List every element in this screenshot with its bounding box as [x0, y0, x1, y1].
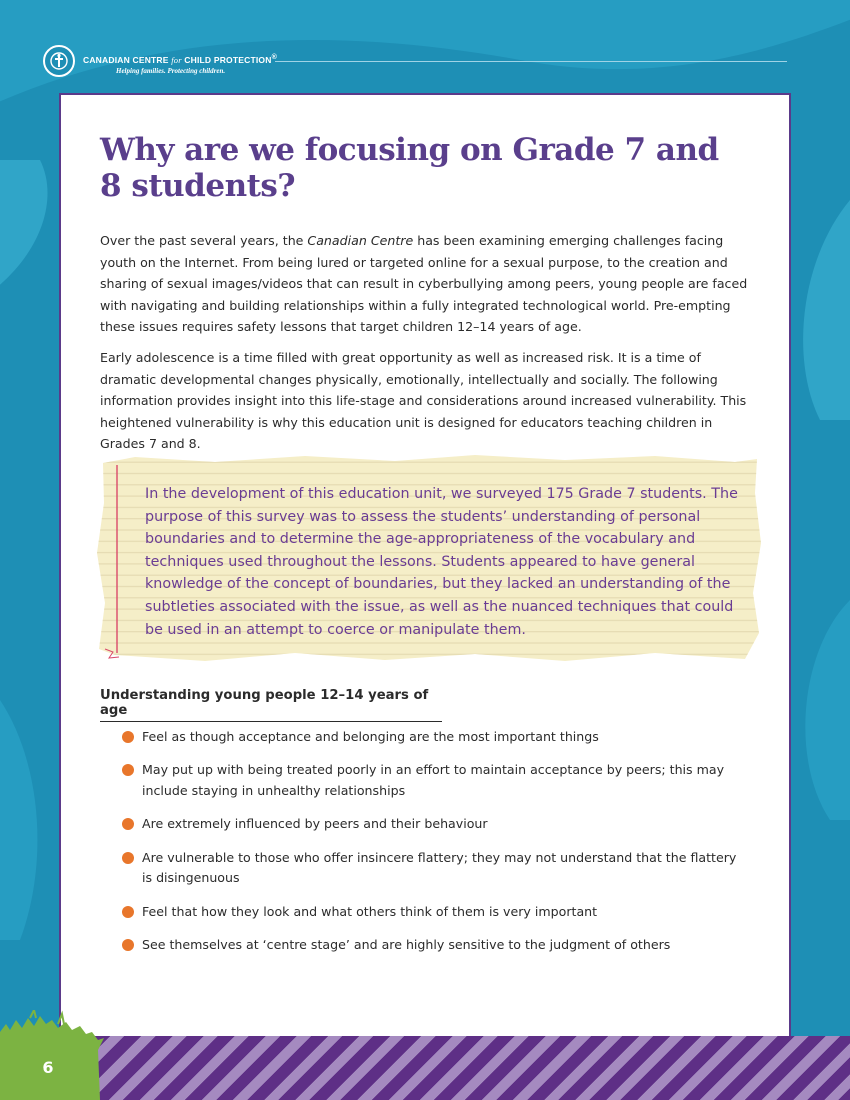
footer-stripes — [0, 1036, 850, 1100]
org-name-part2: CHILD PROTECTION — [184, 54, 272, 65]
section-heading: Understanding young people 12–14 years of age — [100, 688, 442, 722]
list-item-text: Are vulnerable to those who offer insincere flattery; they may not understand that the flattery is disingenuous — [142, 849, 737, 886]
list-item — [120, 935, 740, 956]
page-number: 6 — [42, 1058, 54, 1077]
list-item-text: Feel as though acceptance and belonging are the most important things — [142, 729, 599, 744]
list-item-text: Are extremely influenced by peers and their behaviour — [142, 816, 488, 832]
page-title: Why are we focusing on Grade 7 and 8 students? — [100, 132, 719, 204]
list-item — [120, 814, 740, 835]
intro-paragraph — [100, 230, 750, 338]
characteristics-list — [120, 727, 740, 968]
list-item — [120, 727, 740, 748]
orange-dot-bullet-icon — [122, 939, 134, 951]
orange-dot-bullet-icon — [122, 852, 134, 864]
list-item — [120, 848, 740, 890]
list-item-text: May put up with being treated poorly in an effort to maintain acceptance by peers; this may include staying in unhealthy relationships — [142, 762, 725, 799]
organization-tagline: Helping families. Protecting children. — [116, 67, 226, 75]
orange-dot-bullet-icon — [122, 906, 134, 918]
intro-text-start: Over the past several years, the — [100, 233, 308, 248]
grass-decoration — [0, 1010, 110, 1100]
registered-mark: ® — [271, 53, 277, 61]
list-item — [120, 902, 740, 923]
orange-dot-bullet-icon — [122, 764, 134, 776]
list-item-text: Feel that how they look and what others think of them is very important — [142, 903, 598, 919]
list-item-text: See themselves at ‘centre stage’ and are highly sensitive to the judgment of others — [142, 937, 671, 953]
list-item — [120, 760, 740, 802]
orange-dot-bullet-icon — [122, 731, 134, 743]
organization-name — [83, 53, 277, 65]
header-divider — [275, 61, 787, 62]
intro-text-italic: Canadian Centre — [307, 233, 414, 248]
intro-text-end: has been examining emerging challenges facing youth on the Internet. From being lured or targeted online for a sexual purpose, to the creation and sharing of sexual images/videos that can result in cyberbullying among peers, young people are faced with navigating and building relationships within a fully integrated technological world. Pre-empting these issues requires safety lessons that target children 12–14 years of age. — [100, 233, 748, 335]
org-name-part1: CANADIAN CENTRE — [83, 54, 169, 65]
orange-dot-bullet-icon — [122, 818, 134, 830]
header — [43, 45, 803, 79]
org-name-for: for — [171, 54, 182, 65]
survey-note: In the development of this education unit, we surveyed 175 Grade 7 students. The purpose of this survey was to assess the students’ understanding of personal boundaries and to determine the age-appropriateness of the vocabulary and techniques used throughout the lessons. Students appeared to have general knowledge of the concept of boundaries, but they lacked an understanding of the subtleties associated with the issue, as well as the nuanced techniques that could be used in an attempt to coerce or manipulate them. — [145, 486, 738, 638]
adolescence-paragraph: Early adolescence is a time filled with great opportunity as well as increased risk. It is a time of dramatic developmental changes physically, emotionally, intellectually and socially. The following information provides insight into this life-stage and considerations around increased vulnerability. This heightened vulnerability is why this education unit is designed for educators teaching children in Grades 7 and 8. — [100, 350, 747, 452]
child-protection-logo-icon — [43, 45, 75, 77]
